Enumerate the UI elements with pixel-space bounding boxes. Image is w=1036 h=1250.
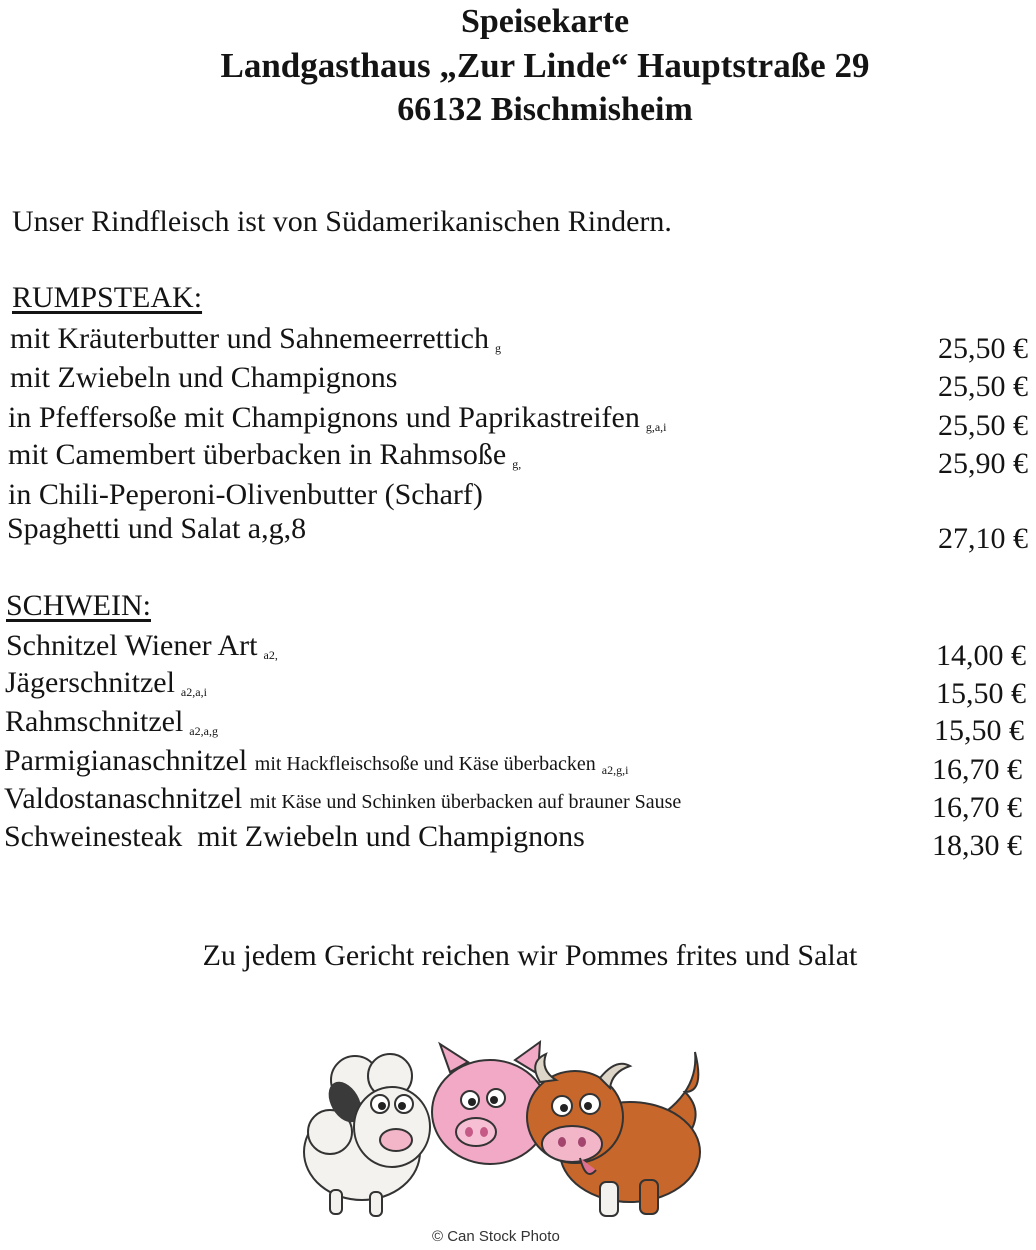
item-price: 27,10 € bbox=[938, 522, 1028, 555]
menu-item bbox=[8, 476, 483, 514]
item-allergens: g bbox=[495, 341, 501, 355]
item-name: Schweinesteak mit Zwiebeln und Champignons bbox=[4, 820, 585, 853]
item-name: mit Kräuterbutter und Sahnemeerrettich bbox=[10, 322, 489, 355]
item-price: 16,70 € bbox=[932, 791, 1022, 824]
cow-icon bbox=[527, 1052, 700, 1216]
item-allergens: g, bbox=[512, 457, 522, 471]
item-name: Parmigianaschnitzel bbox=[4, 744, 248, 777]
item-price: 14,00 € bbox=[936, 639, 1026, 672]
section-heading-rumpsteak: RUMPSTEAK: bbox=[12, 281, 203, 314]
side-dish-note: Zu jedem Gericht reichen wir Pommes frites und Salat bbox=[202, 939, 858, 972]
item-name: mit Camembert überbacken in Rahmsoße bbox=[8, 438, 507, 471]
item-description: mit Käse und Schinken überbacken auf brauner Sause bbox=[249, 791, 682, 813]
item-allergens: a2, bbox=[263, 648, 278, 662]
menu-title: Speisekarte bbox=[460, 3, 630, 40]
restaurant-name-address: Landgasthaus „Zur Linde“ Hauptstraße 29 bbox=[220, 46, 870, 85]
item-price: 15,50 € bbox=[936, 677, 1026, 710]
sheep-icon bbox=[304, 1054, 430, 1216]
menu-item bbox=[10, 359, 397, 397]
item-allergens: a2,a,i bbox=[180, 685, 207, 699]
item-name: in Pfeffersoße mit Champignons und Paprikastreifen bbox=[8, 401, 640, 434]
section-heading-schwein: SCHWEIN: bbox=[6, 589, 151, 622]
item-price: 18,30 € bbox=[932, 829, 1022, 862]
item-description: mit Hackfleischsoße und Käse überbacken bbox=[254, 753, 596, 775]
item-name: Valdostanaschnitzel bbox=[4, 782, 243, 815]
menu-item bbox=[4, 780, 681, 821]
item-price: 25,90 € bbox=[938, 447, 1028, 480]
item-name: Rahmschnitzel bbox=[5, 705, 184, 738]
item-name: in Chili-Peperoni-Olivenbutter (Scharf) bbox=[8, 478, 483, 511]
item-name: Spaghetti und Salat a,g,8 bbox=[7, 512, 307, 545]
item-price: 25,50 € bbox=[938, 370, 1028, 403]
item-name: Jägerschnitzel bbox=[5, 666, 175, 699]
restaurant-city: 66132 Bischmisheim bbox=[397, 91, 693, 128]
item-name: Schnitzel Wiener Art bbox=[6, 629, 258, 662]
item-price: 15,50 € bbox=[934, 714, 1024, 747]
item-allergens: a2,a,g bbox=[189, 724, 218, 738]
item-price: 16,70 € bbox=[932, 753, 1022, 786]
item-allergens: a2,g,i bbox=[601, 763, 629, 777]
farm-animals-illustration bbox=[300, 1032, 720, 1222]
beef-origin-note: Unser Rindfleisch ist von Südamerikanischen Rindern. bbox=[12, 205, 672, 238]
menu-item bbox=[7, 510, 306, 548]
item-price: 25,50 € bbox=[938, 409, 1028, 442]
menu-item bbox=[4, 818, 585, 856]
stock-photo-credit: © Can Stock Photo bbox=[432, 1228, 560, 1245]
item-name: mit Zwiebeln und Champignons bbox=[10, 361, 398, 394]
item-allergens: g,a,i bbox=[645, 420, 667, 434]
item-price: 25,50 € bbox=[938, 332, 1028, 365]
